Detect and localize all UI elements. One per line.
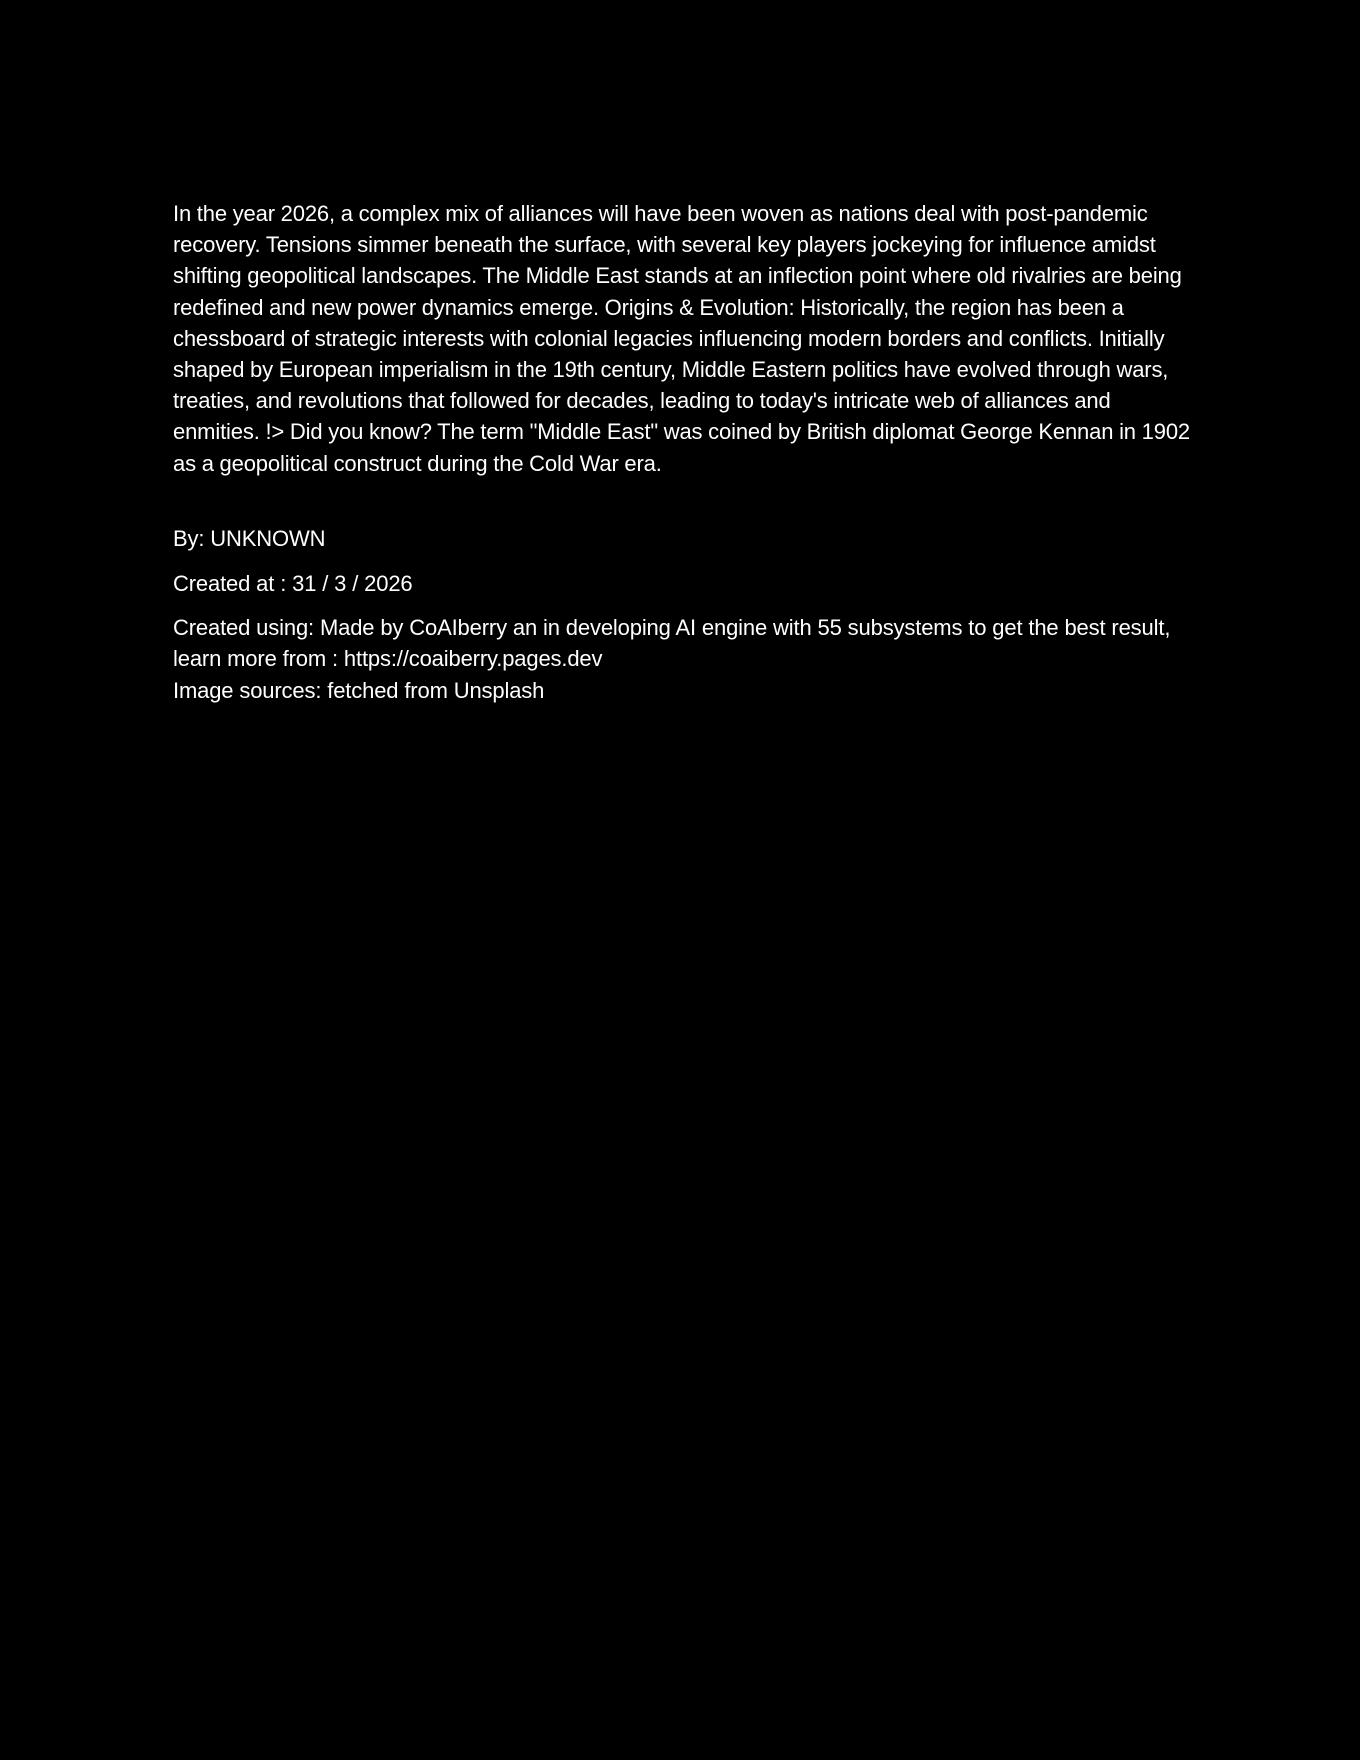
created-using-line: Created using: Made by CoAIberry an in developing AI engine with 55 subsystems to get the best result, learn more from : https://coaiberry.pages.dev [173, 615, 1171, 672]
author-line: By: UNKNOWN [173, 525, 326, 551]
article-meta [173, 523, 1193, 706]
created-at-line: Created at : 31 / 3 / 2026 [173, 571, 413, 597]
document-page [173, 198, 1193, 706]
article-body: In the year 2026, a complex mix of alliances will have been woven as nations deal with post-pandemic recovery. Tensions simmer beneath the surface, with several key players jockeying for influence amidst shifting geopolitical landscapes. The Middle East stands at an inflection point where old rivalries are being redefined and new power dynamics emerge. Origins & Evolution: Historically, the region has been a chessboard of strategic interests with colonial legacies influencing modern borders and conflicts. Initially shaped by European imperialism in the 19th century, Middle Eastern politics have evolved through wars, treaties, and revolutions that followed for decades, leading to today's intricate web of alliances and enmities. !> Did you know? The term "Middle East" was coined by British diplomat George Kennan in 1902 as a geopolitical construct during the Cold War era. [173, 201, 1190, 476]
image-sources-line: Image sources: fetched from Unsplash [173, 677, 545, 703]
